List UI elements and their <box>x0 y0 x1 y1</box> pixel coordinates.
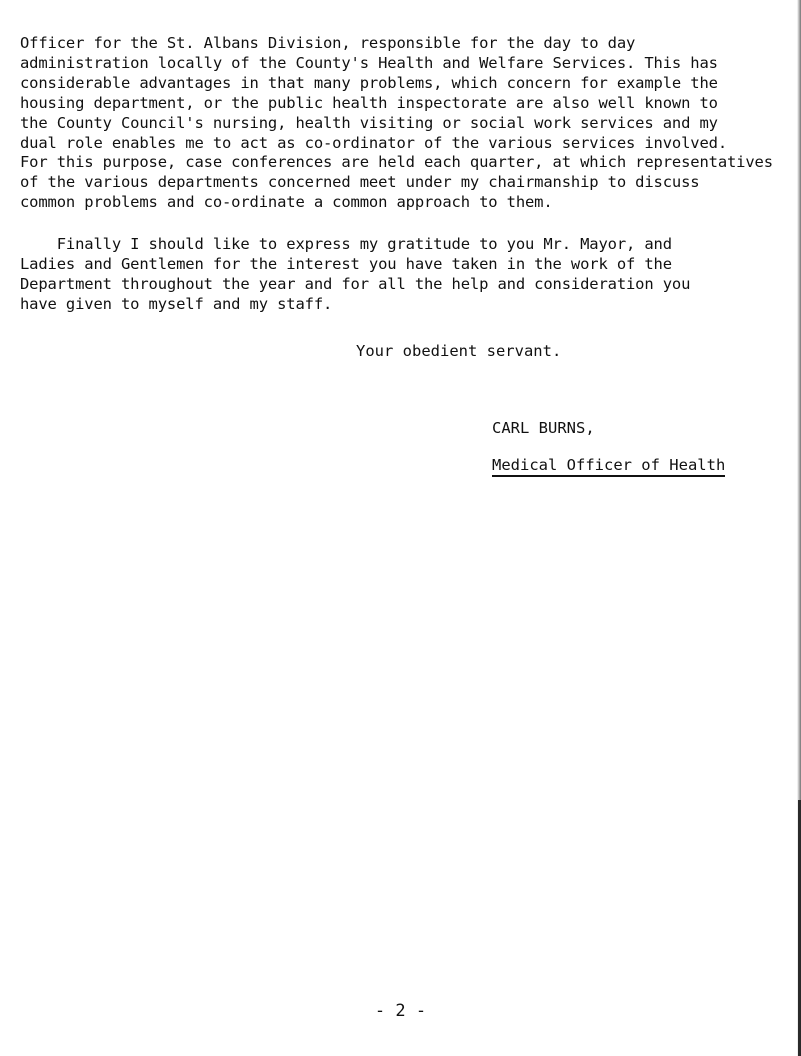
signature-name: CARL BURNS, <box>492 419 595 437</box>
body-paragraph-2: Finally I should like to express my gratitude to you Mr. Mayor, and Ladies and Gentlemen for the interest you have taken in the work of the Department throughout the year and for all the help and consideration you have given to myself and my staff. <box>20 235 691 313</box>
closing-salutation: Your obedient servant. <box>356 342 562 360</box>
signature-title: Medical Officer of Health <box>492 456 725 477</box>
body-paragraph-1: Officer for the St. Albans Division, responsible for the day to day administration locally of the County's Health and Welfare Services. This has considerable advantages in that many problems, which concern for example the housing department, or the public health inspectorate are also well known to the County Council's nursing, health visiting or social work services and my dual role enables me to act as co-ordinator of the various services involved. For this purpose, case conferences are held each quarter, at which representatives of the various departments concerned meet under my chairmanship to discuss common problems and co-ordinate a common approach to them. <box>20 34 773 212</box>
page-number: - 2 - <box>374 1001 427 1021</box>
